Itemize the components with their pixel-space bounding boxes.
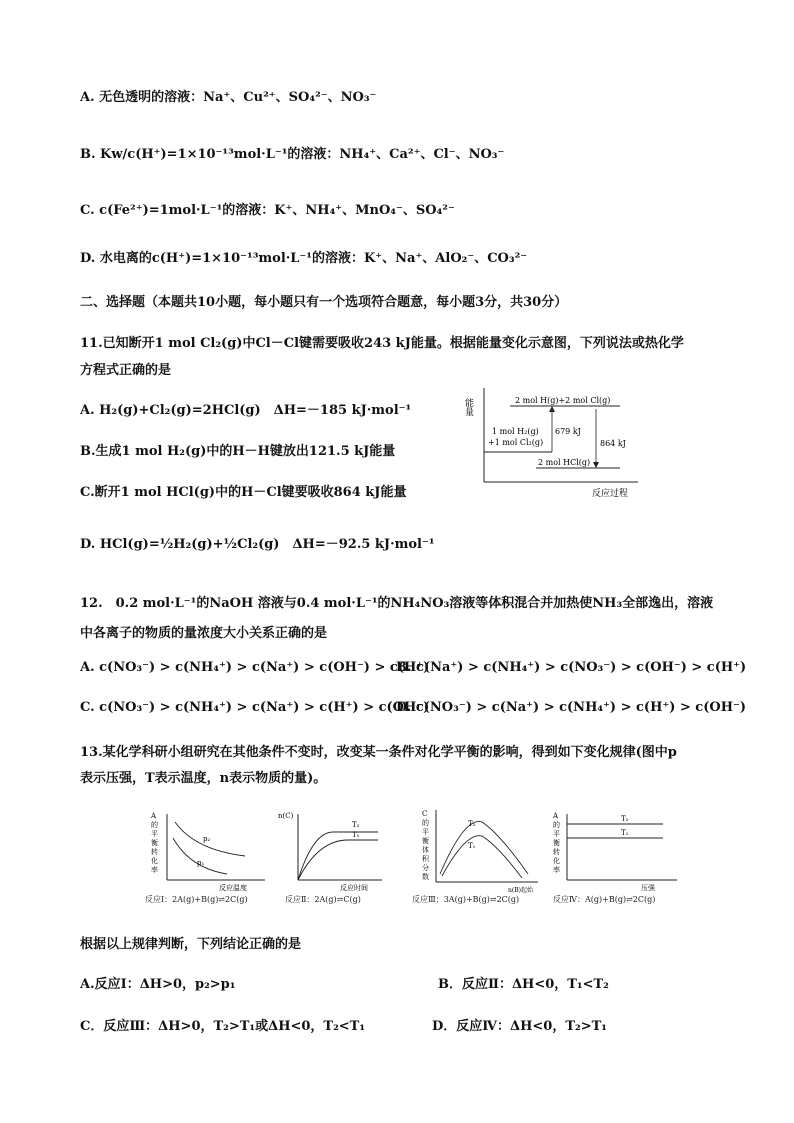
graph3-curve-t2: T₂: [468, 820, 476, 828]
q11-option-b: B.生成1 mol H₂(g)中的H－H键放出121.5 kJ能量: [80, 444, 396, 459]
graph4-ylabel-5: 化: [553, 857, 560, 865]
q11-stem-line1: 11.已知断开1 mol Cl₂(g)中Cl－Cl键需要吸收243 kJ能量。根据能量变化示意图，下列说法或热化学: [80, 336, 684, 351]
q12-option-b: B. c(Na⁺) > c(NH₄⁺) > c(NO₃⁻) > c(OH⁻) > c(H⁺): [396, 660, 747, 675]
graph3-curve-t1: T₁: [468, 842, 476, 850]
q12-option-c: C. c(NO₃⁻) > c(NH₄⁺) > c(Na⁺) > c(H⁺) > c(OH⁻): [80, 700, 430, 715]
graph1-ylabel-2: 平: [151, 830, 158, 838]
q10-option-d: D. 水电离的c(H⁺)=1×10⁻¹³mol·L⁻¹的溶液：K⁺、Na⁺、AlO₂⁻、CO₃²⁻: [80, 251, 528, 266]
graph1-ylabel-6: 率: [151, 866, 158, 874]
graph3-ylabel-2: 平: [422, 828, 429, 836]
q13-option-d: D．反应Ⅳ：ΔH<0，T₂>T₁: [432, 1019, 607, 1034]
graph4-xlabel: 压强: [641, 884, 655, 892]
graph1-xlabel: 反应温度: [219, 884, 247, 892]
graph2-curve-t2: T₂: [352, 821, 360, 829]
q11-option-d: D. HCl(g)=½H₂(g)+½Cl₂(g) ΔH=－92.5 kJ·mol⁻¹: [80, 537, 435, 552]
q13-option-b: B．反应Ⅱ：ΔH<0，T₁<T₂: [438, 977, 609, 992]
graph4-ylabel-2: 平: [553, 830, 560, 838]
graph2-xlabel: 反应时间: [340, 884, 368, 892]
graph4-ylabel-4: 转: [553, 848, 560, 856]
graph3-ylabel-5: 积: [422, 855, 429, 863]
q13-stem-line1: 13.某化学科研小组研究在其他条件不变时，改变某一条件对化学平衡的影响，得到如下变化规律(图中p: [80, 745, 677, 760]
energy-diagram: [460, 386, 660, 500]
graph2-curve-t1: T₁: [352, 831, 360, 839]
graph4-ylabel-6: 率: [553, 866, 560, 874]
graph1-ylabel-0: A: [151, 812, 157, 820]
graph4-ylabel-3: 衡: [553, 839, 560, 847]
q13-stem-line2: 表示压强，T表示温度，n表示物质的量)。: [80, 771, 327, 786]
graph3-caption: 反应Ⅲ：3A(g)+B(g)⇌2C(g): [412, 895, 520, 904]
graph1-ylabel-5: 化: [151, 857, 158, 865]
graph3-ylabel-6: 分: [422, 864, 429, 872]
graph1-ylabel-1: 的: [151, 821, 158, 829]
graph1-curve-p1: p₁: [197, 859, 205, 867]
energy-axis-label: 能量: [463, 398, 473, 416]
q13-option-a: A.反应Ⅰ：ΔH>0，p₂>p₁: [80, 977, 236, 992]
graph3-xlabel: n(B)起始: [508, 887, 533, 894]
graph4-ylabel-1: 的: [553, 821, 560, 829]
graph3-ylabel-4: 体: [422, 846, 429, 854]
graph4-ylabel-0: A: [553, 812, 559, 820]
graph-reaction-4: [553, 810, 683, 892]
q12-option-d: D. c(NO₃⁻) > c(Na⁺) > c(NH₄⁺) > c(H⁺) > c(OH⁻): [396, 700, 746, 715]
q12-stem-line1: 12. 0.2 mol·L⁻¹的NaOH 溶液与0.4 mol·L⁻¹的NH₄NO₃溶液等体积混合并加热使NH₃全部逸出，溶液: [80, 596, 714, 611]
graph3-ylabel-1: 的: [422, 819, 429, 827]
graph-reaction-2: [278, 810, 388, 892]
q10-option-a: A. 无色透明的溶液：Na⁺、Cu²⁺、SO₄²⁻、NO₃⁻: [80, 90, 377, 105]
graph3-ylabel-0: C: [422, 810, 428, 818]
level-low-label: 2 mol HCl(g): [538, 458, 591, 467]
graph-reaction-1: [145, 810, 280, 892]
graph2-ylabel: n(C): [278, 812, 294, 820]
level-top-label: 2 mol H(g)+2 mol Cl(g): [515, 396, 611, 405]
q11-stem-line2: 方程式正确的是: [80, 363, 172, 378]
graph1-curve-p2: p₂: [203, 835, 211, 843]
graph4-curve-t2: T₂: [621, 815, 629, 823]
q13-conclusion: 根据以上规律判断，下列结论正确的是: [80, 937, 302, 952]
arrow-label-864: 864 kJ: [600, 439, 626, 448]
process-axis-label: 反应过程: [592, 489, 629, 499]
graph3-ylabel-3: 衡: [422, 837, 429, 845]
graph4-curve-t1: T₁: [621, 829, 629, 837]
q11-option-c: C.断开1 mol HCl(g)中的H－Cl键要吸收864 kJ能量: [80, 485, 407, 500]
graph1-ylabel-4: 转: [151, 848, 158, 856]
graph3-ylabel-7: 数: [422, 873, 429, 881]
level-mid-label-1: 1 mol H₂(g): [492, 427, 539, 436]
q12-option-a: A. c(NO₃⁻) > c(NH₄⁺) > c(Na⁺) > c(OH⁻) > c(H⁺): [80, 660, 430, 675]
q10-option-b: B. Kw/c(H⁺)=1×10⁻¹³mol·L⁻¹的溶液：NH₄⁺、Ca²⁺、Cl⁻、NO₃⁻: [80, 147, 505, 162]
q13-option-c: C．反应Ⅲ：ΔH>0，T₂>T₁或ΔH<0，T₂<T₁: [80, 1019, 366, 1034]
graph1-caption: 反应Ⅰ：2A(g)+B(g)⇌2C(g): [145, 895, 248, 904]
graph4-caption: 反应Ⅳ：A(g)+B(g)⇌2C(g): [553, 895, 656, 904]
arrow-label-679: 679 kJ: [555, 427, 581, 436]
section-header: 二、选择题（本题共10小题，每小题只有一个选项符合题意，每小题3分，共30分）: [80, 295, 568, 310]
graph-reaction-3: [410, 806, 550, 894]
q12-stem-line2: 中各离子的物质的量浓度大小关系正确的是: [80, 626, 328, 641]
graph1-ylabel-3: 衡: [151, 839, 158, 847]
q11-option-a: A. H₂(g)+Cl₂(g)=2HCl(g) ΔH=－185 kJ·mol⁻¹: [80, 403, 412, 418]
graph2-caption: 反应Ⅱ：2A(g)⇌C(g): [285, 895, 361, 904]
q10-option-c: C. c(Fe²⁺)=1mol·L⁻¹的溶液：K⁺、NH₄⁺、MnO₄⁻、SO₄²⁻: [80, 203, 455, 218]
level-mid-label-2: +1 mol Cl₂(g): [488, 438, 544, 447]
